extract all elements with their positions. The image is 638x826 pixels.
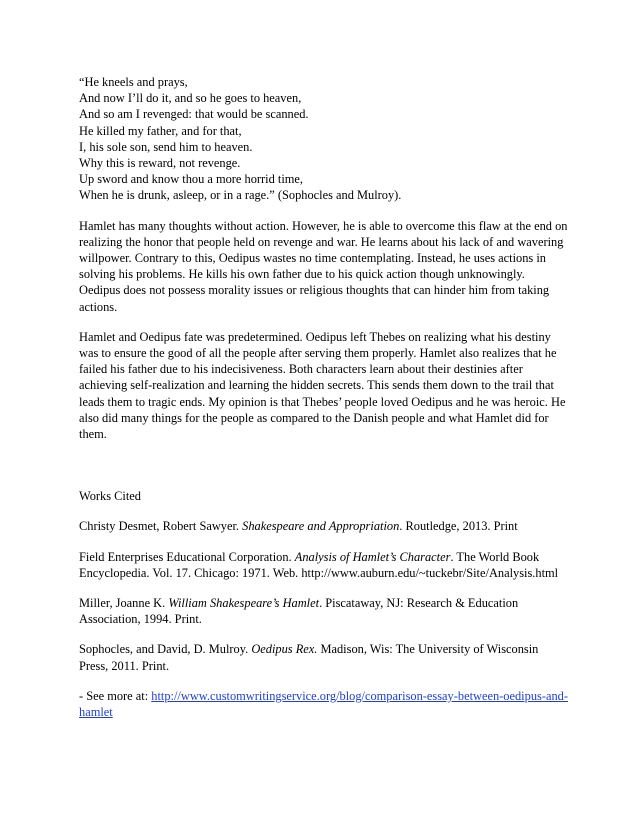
citation-title: Analysis of Hamlet’s Character bbox=[294, 549, 451, 564]
spacer bbox=[79, 627, 569, 641]
citation-text: . Piscataway, NJ: Research & Education Association, 1994. Print. bbox=[79, 596, 519, 627]
spacer bbox=[79, 442, 569, 488]
citation-text: Sophocles, and David, D. Mulroy. bbox=[79, 642, 252, 657]
quote-block bbox=[79, 74, 569, 204]
paragraph-fate: Hamlet and Oedipus fate was predetermined. Oedipus left Thebes on realizing what his destiny was to ensure the good of all the people after serving them properly. Hamlet also realizes that he failed his father due to his indecisiveness. Both characters learn about their destinies after achieving self-realization and learning the hidden secrets. This sends them down to the trail that leads them to tragic ends. My opinion is that Thebes’ people loved Oedipus and he was heroic. He also did many things for the people as compared to the Danish people and what Hamlet did for them. bbox=[79, 329, 566, 442]
citation-title: William Shakespeare’s Hamlet bbox=[168, 596, 320, 611]
see-more-line bbox=[79, 688, 569, 720]
citation-title: Shakespeare and Appropriation bbox=[242, 519, 400, 534]
citation-entry bbox=[79, 549, 569, 581]
quote-line: When he is drunk, asleep, or in a rage.” (Sophocles and Mulroy). bbox=[79, 188, 402, 203]
citation-entry bbox=[79, 518, 569, 534]
quote-line: Why this is reward, not revenge. bbox=[79, 156, 241, 171]
paragraph-hamlet-thoughts: Hamlet has many thoughts without action. However, he is able to overcome this flaw at the end on realizing the honor that people held on revenge and war. He learns about his lack of and wavering willpower. Contrary to this, Oedipus wastes no time contemplating. Instead, he uses actions in solving his problems. He kills his own father due to his quick action though unknowingly. Oedipus does not possess morality issues or religious thoughts that can hinder him from taking actions. bbox=[79, 218, 568, 314]
citation-title: Oedipus Rex. bbox=[251, 642, 318, 657]
quote-line: And so am I revenged: that would be scanned. bbox=[79, 107, 309, 122]
citation-entry bbox=[79, 641, 569, 673]
spacer bbox=[79, 504, 569, 518]
citation-entry bbox=[79, 595, 569, 627]
citation-text: Madison, Wis: The University of Wisconsin Press, 2011. Print. bbox=[79, 642, 539, 673]
spacer bbox=[79, 674, 569, 688]
quote-line: “He kneels and prays, bbox=[79, 75, 188, 89]
see-more-prefix: - See more at: bbox=[79, 688, 152, 703]
quote-line: I, his sole son, send him to heaven. bbox=[79, 139, 253, 154]
document-body bbox=[79, 74, 569, 720]
works-cited-heading: Works Cited bbox=[79, 489, 141, 504]
spacer bbox=[79, 315, 569, 329]
citation-text: Field Enterprises Educational Corporation. bbox=[79, 549, 295, 564]
source-link[interactable]: http://www.customwritingservice.org/blog/comparison-essay-between-oedipus-and-hamlet bbox=[79, 688, 568, 720]
citation-text: Christy Desmet, Robert Sawyer. bbox=[79, 519, 243, 534]
quote-line: Up sword and know thou a more horrid time, bbox=[79, 172, 304, 187]
spacer bbox=[79, 535, 569, 549]
citation-text: . Routledge, 2013. Print bbox=[399, 519, 518, 534]
quote-line: He killed my father, and for that, bbox=[79, 123, 242, 138]
citation-text: Miller, Joanne K. bbox=[79, 596, 169, 611]
citation-text: . The World Book Encyclopedia. Vol. 17. Chicago: 1971. Web. http://www.auburn.edu/~tuckebr/Site/Analysis.html bbox=[79, 549, 559, 580]
spacer bbox=[79, 204, 569, 218]
spacer bbox=[79, 581, 569, 595]
quote-line: And now I’ll do it, and so he goes to heaven, bbox=[79, 91, 302, 106]
